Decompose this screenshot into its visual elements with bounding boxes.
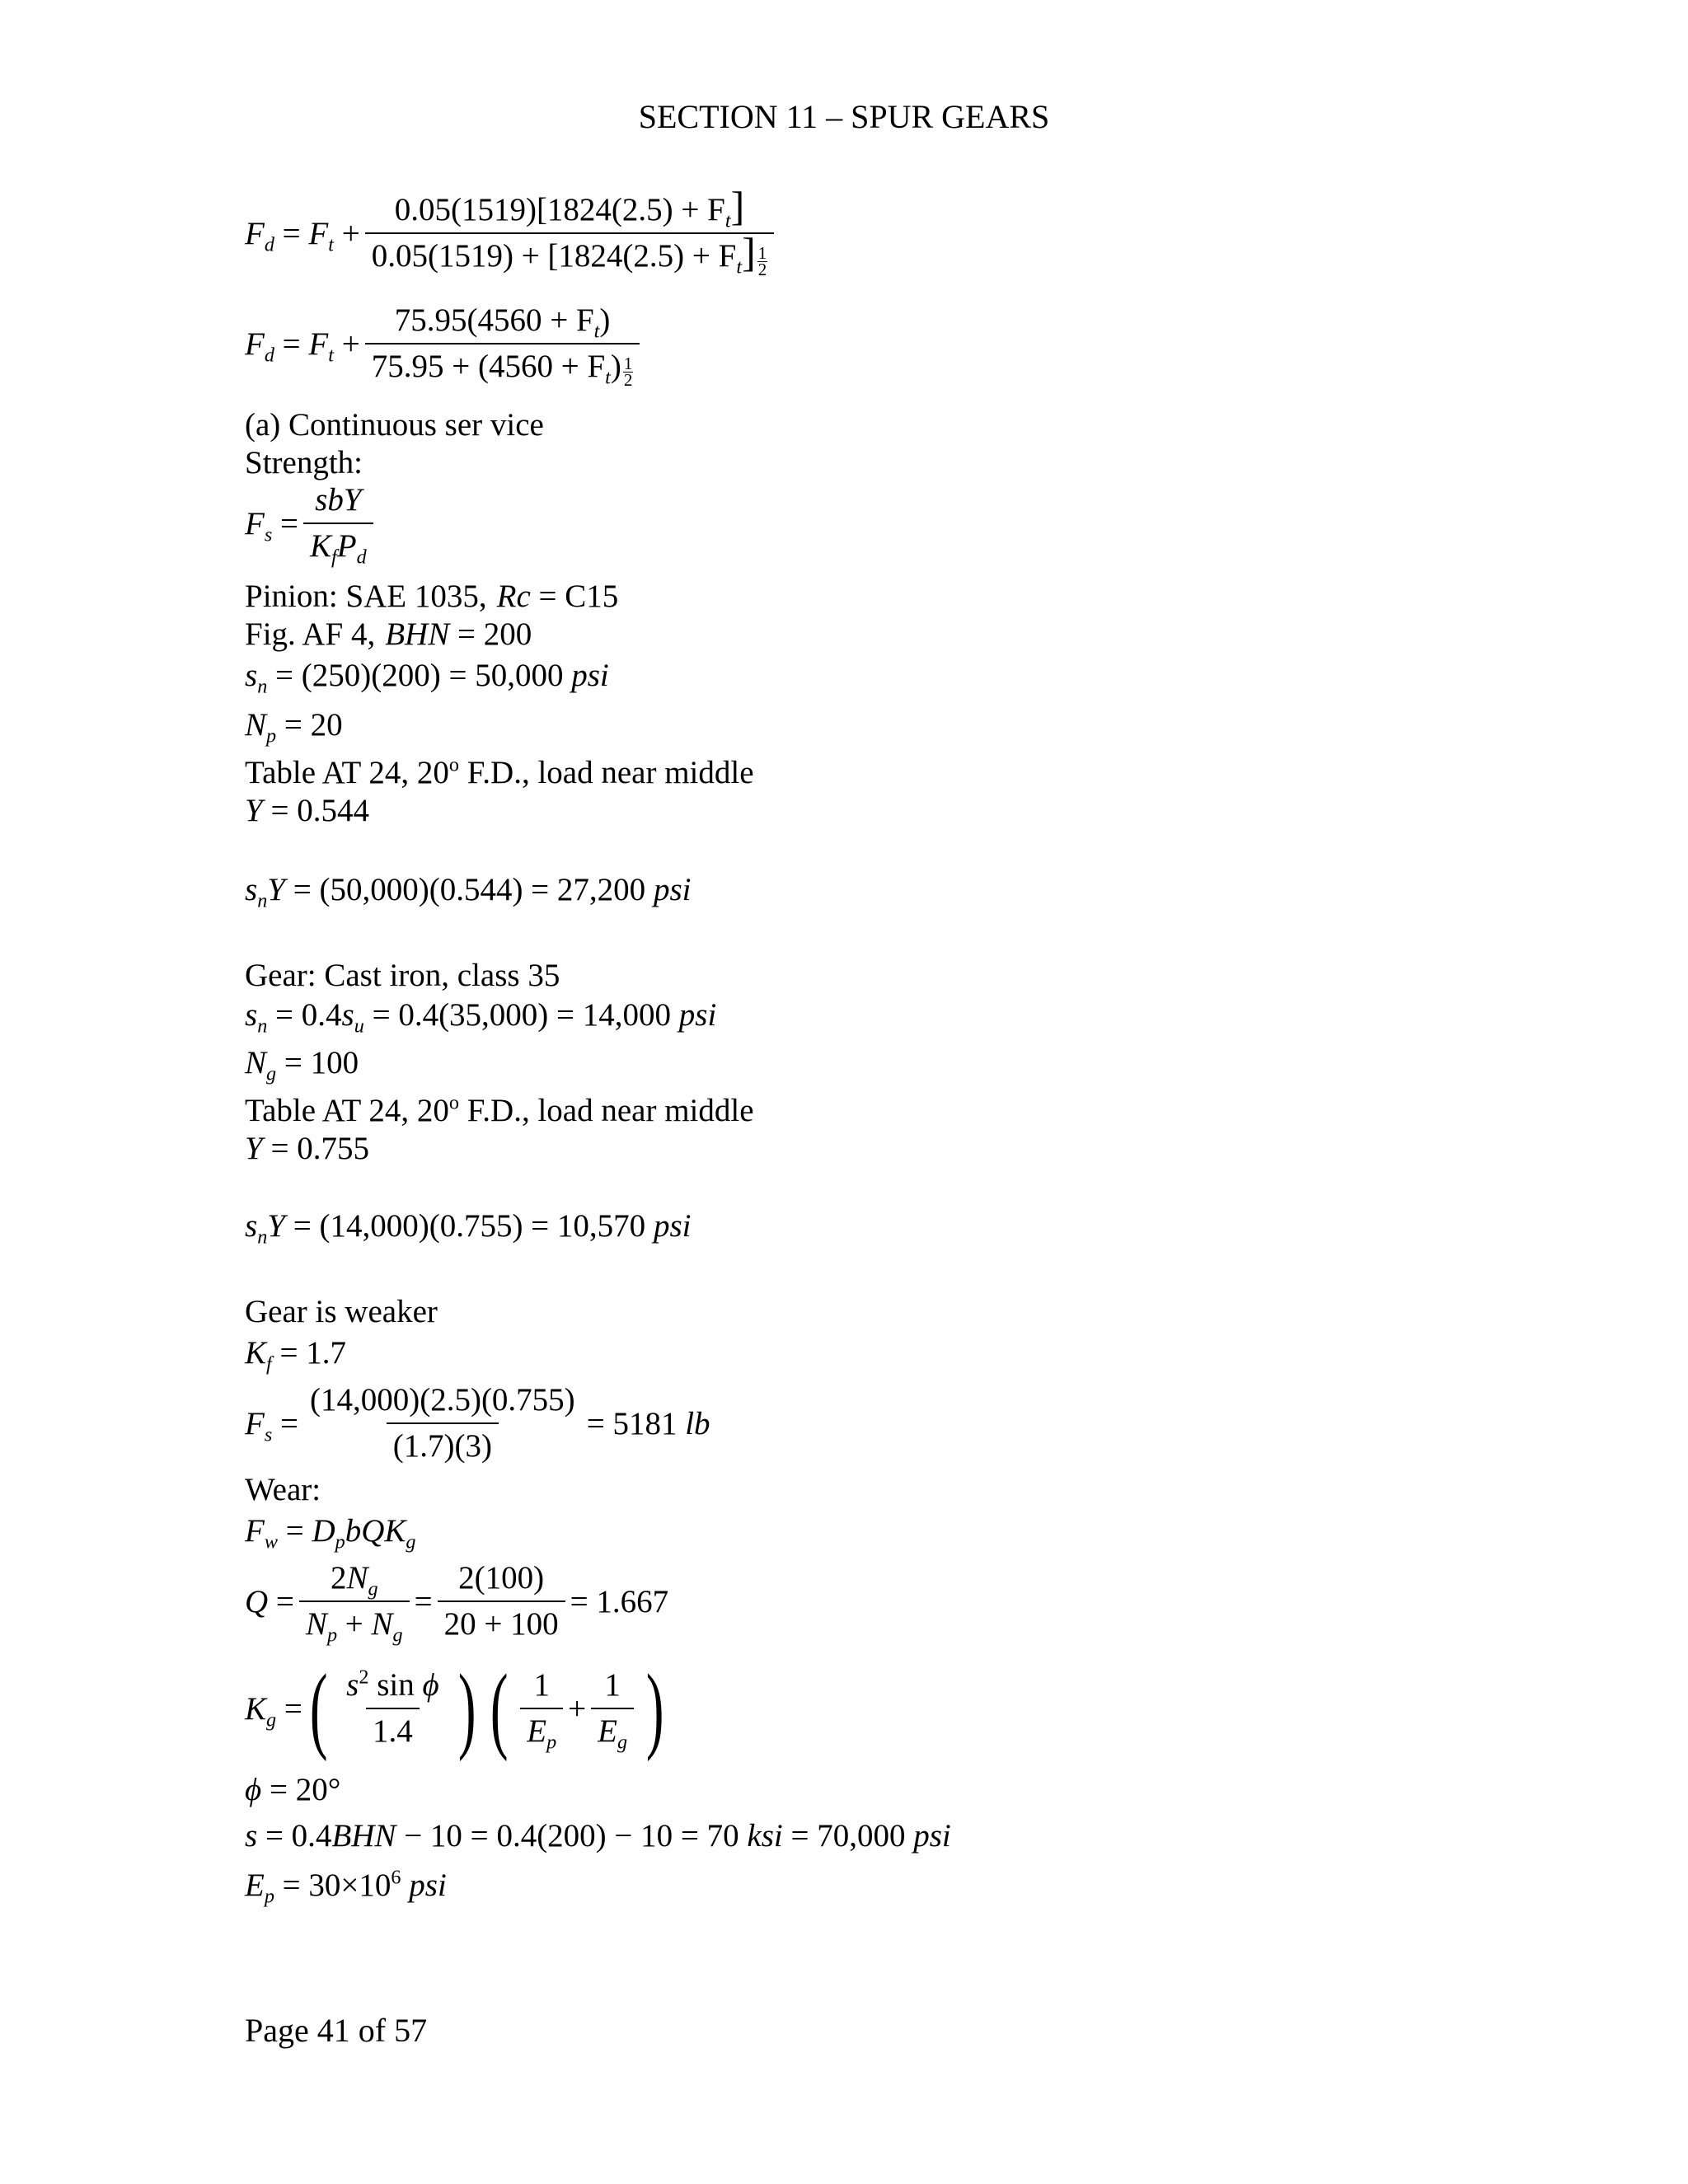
np-line: $N_p = 20$ [245, 707, 343, 748]
fs-formula: $F_s$ = $\frac{\text{sbY}}{K_fP_d}$ [245, 478, 378, 569]
fw-formula: $F_w = D_pbQK_g$ [245, 1513, 416, 1554]
s-line: s = 0.4BHN − 10 = 0.4(200) − 10 = 70 ksi = 70,000 psi [245, 1818, 951, 1854]
pinion-material: Pinion: SAE 1035, Rc = C15 [245, 579, 619, 614]
wear-label: Wear: [245, 1472, 321, 1507]
q-denominator: 20 + 100 [438, 1601, 565, 1647]
ng-line: $N_g = 100$ [245, 1045, 359, 1085]
fd1-denominator: 0.05(1519) + [1824(2.5) + F [371, 238, 737, 274]
sn-pinion-line: $s_n = (250)(200) = 50,000$ psi [245, 658, 609, 698]
q-numerator: 2(100) [458, 1560, 545, 1596]
y-pinion-line: Y = 0.544 [245, 793, 369, 828]
fs-result: 5181 [612, 1405, 678, 1441]
fd-equation-2: $F_d = F_t$ + $75.95(4560 + F_t)$ $75.95 + (4560 + F_t)$ $\frac{1}{2}$ [245, 298, 645, 389]
sn-gear-line: $s_n = 0.4s_u = 0.4(35,000) = 14,000$ psi [245, 997, 717, 1038]
fd2-denominator: 75.95 + (4560 + F [371, 349, 606, 384]
kg-equation: $K_g$ = ( $\frac{s^2 \sin \phi}{1.4}$ ) ( $\frac{1}{E_p}$ + $\frac{1}{E_g}$ ) [245, 1654, 664, 1762]
fd1-numerator: 0.05(1519)[1824(2.5) + F [394, 192, 725, 227]
table-at24-pinion: Table AT 24, 20$^o$ F.D., load near middle [245, 753, 754, 790]
gear-material: Gear: Cast iron, class 35 [245, 958, 560, 993]
phi-line: ϕ = 20° [245, 1772, 341, 1807]
page-footer: Page 41 of 57 [245, 2012, 428, 2049]
gear-weaker-label: Gear is weaker [245, 1294, 438, 1329]
q-result: 1.667 [596, 1583, 669, 1619]
sny-pinion-line: $s_nY = (50,000)(0.544) = 27,200$ psi [245, 872, 692, 912]
fs-denominator: (1.7)(3) [387, 1422, 499, 1469]
fs-calculation: $F_s$ = $\frac{(14,000)(2.5)(0.755)}{(1.7)(3)}$ = 5181 lb [245, 1378, 710, 1469]
y-gear-line: Y = 0.755 [245, 1131, 369, 1166]
fig-af4-line: Fig. AF 4, BHN = 200 [245, 616, 532, 652]
section-a-label: (a) Continuous ser vice [245, 407, 544, 443]
table-at24-gear: Table AT 24, 20$^o$ F.D., load near middle [245, 1091, 754, 1128]
bhn-value: 200 [483, 616, 532, 652]
kf-line: $K_f = 1.7$ [245, 1335, 346, 1376]
strength-label: Strength: [245, 445, 363, 480]
ep-line: $E_p = 30\times 10^6$ psi [245, 1866, 447, 1908]
fd2-numerator: 75.95(4560 + F [394, 302, 594, 338]
sny-gear-line: $s_nY = (14,000)(0.755) = 10,570$ psi [245, 1208, 692, 1249]
fs-numerator: (14,000)(2.5)(0.755) [310, 1382, 575, 1418]
q-equation: Q = $\frac{2N_g}{N_p + N_g}$ = $\frac{2(100)}{20 + 100}$ = 1.667 [245, 1556, 668, 1647]
rc-value: C15 [565, 579, 619, 614]
page-header: SECTION 11 – SPUR GEARS [638, 98, 1050, 135]
fd-equation-1: $F_d = F_t$ + $0.05(1519)[1824(2.5) + F_t]$ $0.05(1519) + [1824(2.5) + F_t]$ $\frac{1}{2}$ [245, 188, 779, 279]
